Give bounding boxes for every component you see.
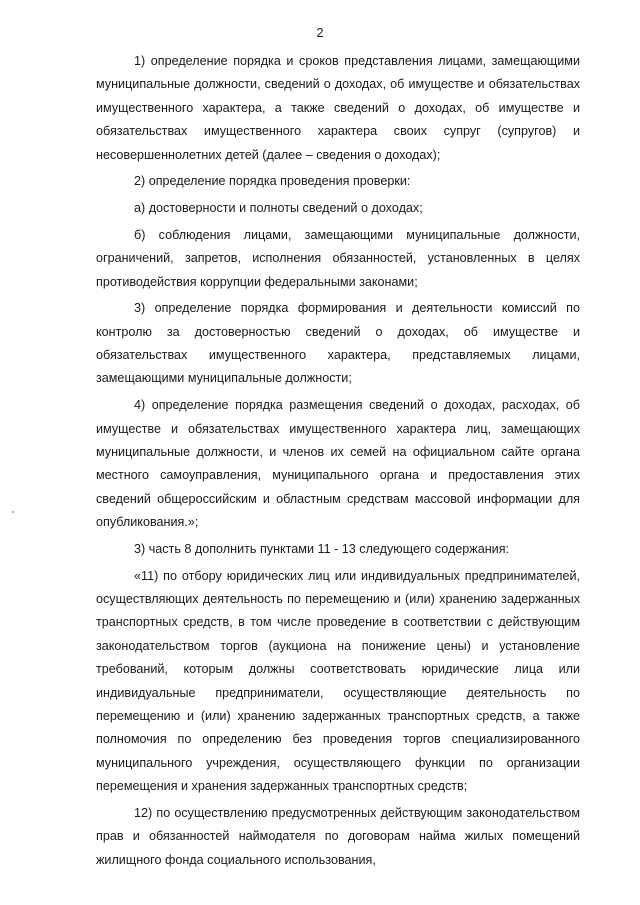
paragraph-point-12: 12) по осуществлению предусмотренных действующим законодательством прав и обязанностей наймодателя по договорам найма жилых помещений жилищного фонда социального использования, — [96, 805, 580, 867]
paragraph-item-4: 4) определение порядка размещения сведений о доходах, расходах, об имуществе и обязательствах имущественного характера лиц, замещающих муниципальные должности, и членов их семей на официальном сайте органа местного самоуправления, муниципального органа и предоставления этих сведений общероссийским и областным средствам массовой информации для опубликования.»; — [96, 398, 580, 530]
scan-speck — [12, 511, 14, 513]
paragraph-item-3: 3) определение порядка формирования и деятельности комиссий по контролю за достоверностью сведений о доходах, об имуществе и обязательствах имущественного характера, представляемых лицами, замещающими муниципальные должности; — [96, 301, 580, 386]
document-body — [96, 50, 580, 875]
paragraph-point-11: «11) по отбору юридических лиц или индивидуальных предпринимателей, осуществляющих деятельность по перемещению и (или) хранению задержанных транспортных средств, в том числе проведение в соответствии с действующим законодательством торгов (аукциона на понижение цены) и установление требований, которым должны соответствовать юридические лица или индивидуальные предприниматели, осуществляющие деятельность по перемещению и (или) хранению задержанных транспортных средств, а также полномочия по определению без проведения торгов специализированного муниципального учреждения, осуществляющего функции по организации перемещения и хранения задержанных транспортных средств; — [96, 568, 580, 794]
paragraph-item-2: 2) определение порядка проведения проверки: — [134, 174, 411, 189]
paragraph-subitem-a: а) достоверности и полноты сведений о доходах; — [134, 201, 423, 216]
paragraph-subitem-b: б) соблюдения лицами, замещающими муниципальные должности, ограничений, запретов, исполнения обязанностей, установленных в целях противодействия коррупции федеральными законами; — [96, 227, 580, 289]
paragraph-item-1: 1) определение порядка и сроков представления лицами, замещающими муниципальные должности, сведений о доходах, об имуществе и обязательствах имущественного характера, а также сведений о доходах, об имуществе и обязательствах имущественного характера своих супруг (супругов) и несовершеннолетних детей (далее – сведения о доходах); — [96, 54, 580, 162]
paragraph-amendment-part-8: 3) часть 8 дополнить пунктами 11 - 13 следующего содержания: — [134, 541, 510, 556]
page-number: 2 — [316, 26, 324, 40]
